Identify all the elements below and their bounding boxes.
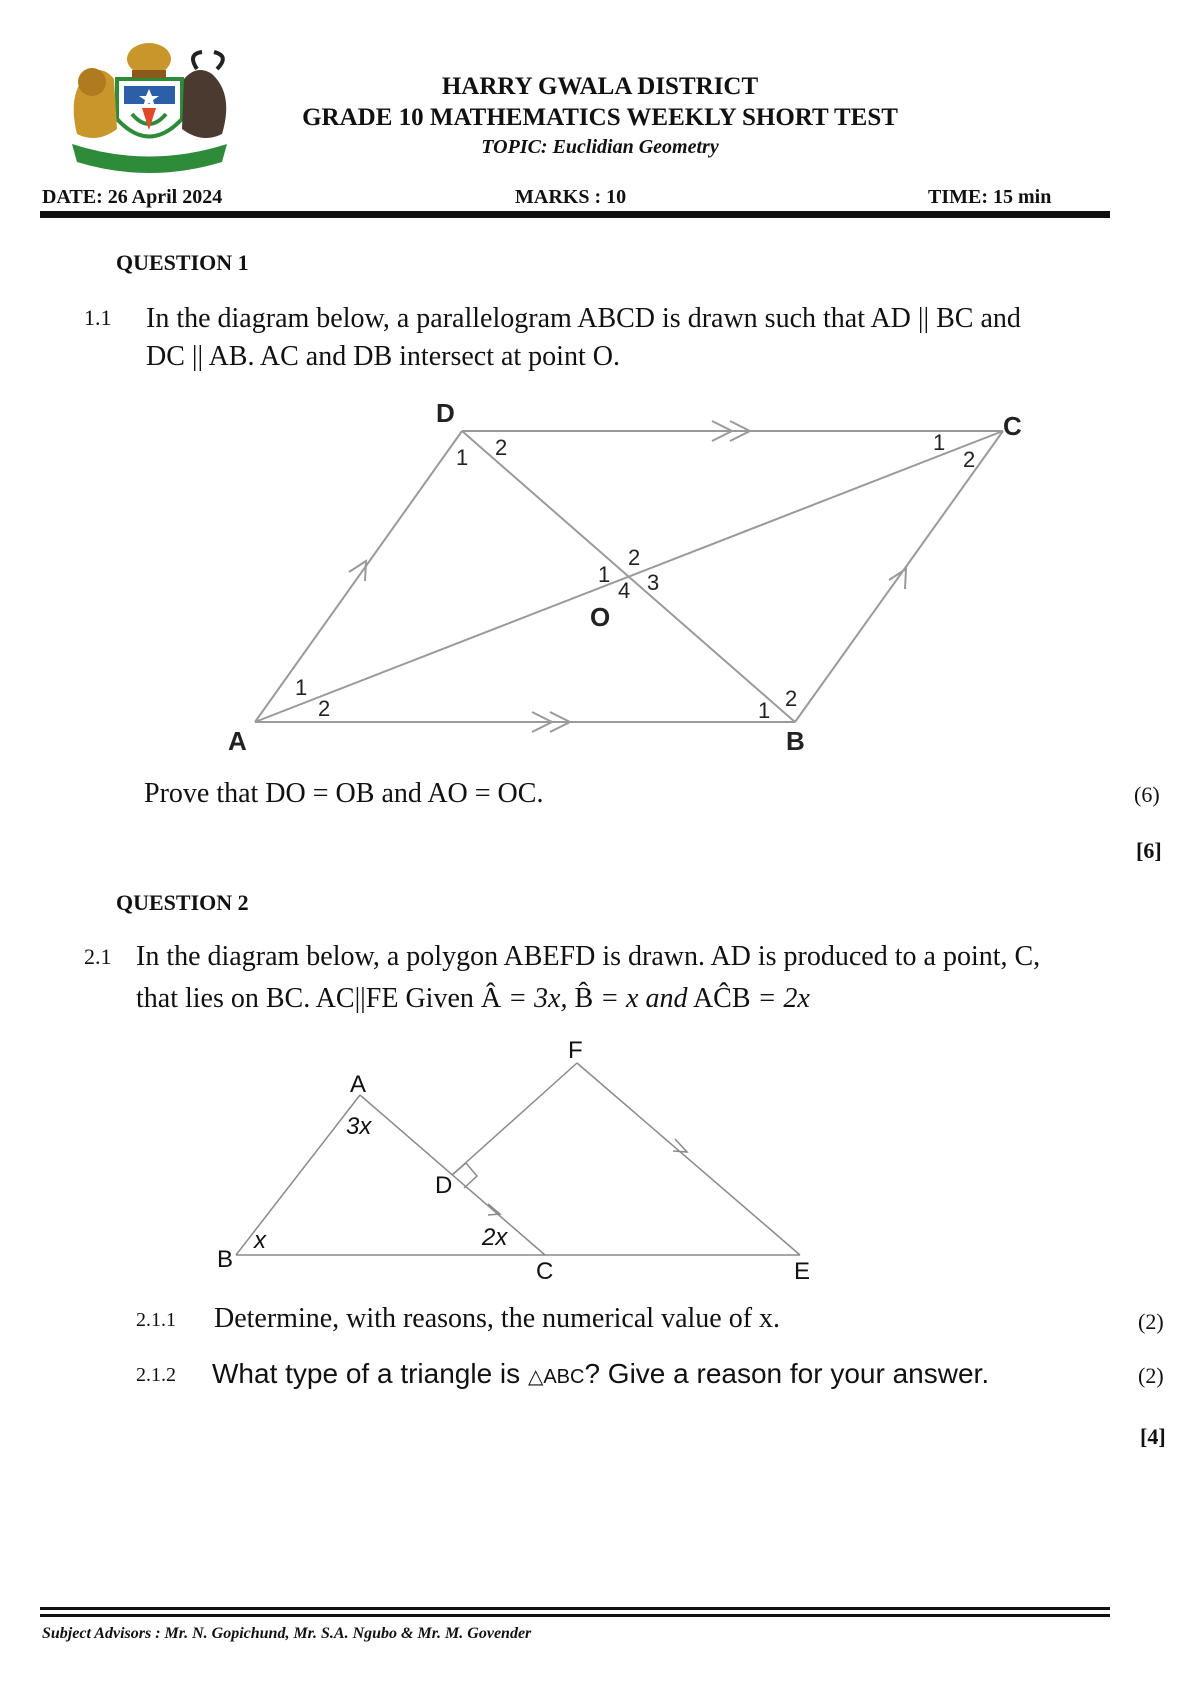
angle-label-a1: 1 [295,675,308,700]
question-2-1-number: 2.1 [84,944,112,969]
vertex-label-d: D [436,398,455,428]
angle-label-d1: 1 [456,445,469,470]
arrow-fe [673,1139,687,1152]
question-2-1-2-number: 2.1.2 [136,1364,176,1386]
arrow-ac [488,1204,500,1215]
footer-advisors: Subject Advisors : Mr. N. Gopichund, Mr. S.A. Ngubo & Mr. M. Govender [42,1625,532,1642]
angle-b-symbol: B̂ [574,983,594,1014]
vertex-label-b: B [786,726,805,756]
question-2-1-1-number: 2.1.1 [136,1309,176,1331]
angle-label-o4: 4 [618,578,631,603]
question-2-1-text-line1: In the diagram below, a polygon ABEFD is drawn. AD is produced to a point, C, [136,941,1041,972]
test-time: TIME: 15 min [928,186,1052,208]
angle-label-b1: 1 [758,698,771,723]
question-1-prove-marks: (6) [1134,782,1160,807]
angle-label-o1: 1 [598,562,611,587]
test-date: DATE: 26 April 2024 [42,186,223,208]
question-2-1-2-text-a: What type of a triangle is [212,1358,521,1389]
district-title: HARRY GWALA DISTRICT [441,73,759,100]
given-text: that lies on BC. AC||FE Given [136,983,474,1014]
angle-label-c2: 2 [963,447,976,472]
question-2-1-2-text-b: ? Give a reason for your answer. [584,1358,990,1389]
vertex-label-c: C [1003,411,1022,441]
topic-line: TOPIC: Euclidian Geometry [481,136,719,158]
question-1-1-text-line1: In the diagram below, a parallelogram ABCD is drawn such that AD || BC and [146,303,1021,334]
angle-acb-symbol: AĈB [692,983,751,1014]
vertex-label-a: A [228,726,247,756]
angle-label-o3: 3 [647,570,660,595]
angle-label-d2: 2 [495,435,508,460]
angle-label-o2: 2 [628,545,641,570]
point-label-d: D [435,1172,453,1199]
point-label-e: E [794,1258,811,1285]
right-angle-mark-d [452,1163,477,1188]
angle-label-b2: 2 [785,686,798,711]
question-1-heading: QUESTION 1 [116,250,249,275]
point-label-a: A [350,1071,367,1098]
test-marks: MARKS : 10 [515,186,627,208]
question-2-1-2-text [212,1358,989,1390]
question-2-1-1-marks: (2) [1138,1309,1164,1334]
angle-label-3x: 3x [346,1113,372,1140]
angle-b-value: = x and [600,983,688,1014]
vertex-label-o: O [590,602,611,632]
angle-acb-value: = 2x [757,983,810,1014]
point-label-b: B [217,1246,234,1273]
footer-rule-bottom [40,1614,1110,1617]
triangle-abc-symbol: △ABC [527,1366,585,1388]
angle-a-symbol: Â [480,983,502,1014]
angle-label-x: x [254,1227,266,1254]
question-1-1-number: 1.1 [84,305,112,330]
question-2-1-2-marks: (2) [1138,1363,1164,1388]
point-label-f: F [568,1037,583,1064]
question-2-1-1-text: Determine, with reasons, the numerical value of x. [214,1303,781,1334]
test-title: GRADE 10 MATHEMATICS WEEKLY SHORT TEST [302,104,898,131]
line-df [452,1063,577,1175]
point-label-c: C [536,1258,554,1285]
angle-a-value: = 3x, [508,983,568,1014]
question-1-prove-text: Prove that DO = OB and AO = OC. [144,778,544,809]
angle-label-a2: 2 [318,696,331,721]
footer-rule-top [40,1607,1110,1610]
question-1-total: [6] [1136,838,1162,863]
question-2-total: [4] [1140,1424,1166,1449]
angle-label-2x: 2x [482,1224,508,1251]
question-2-heading: QUESTION 2 [116,890,249,915]
question-1-1-text-line2: DC || AB. AC and DB intersect at point O. [146,341,620,372]
angle-label-c1: 1 [933,430,946,455]
line-fe [577,1063,800,1255]
